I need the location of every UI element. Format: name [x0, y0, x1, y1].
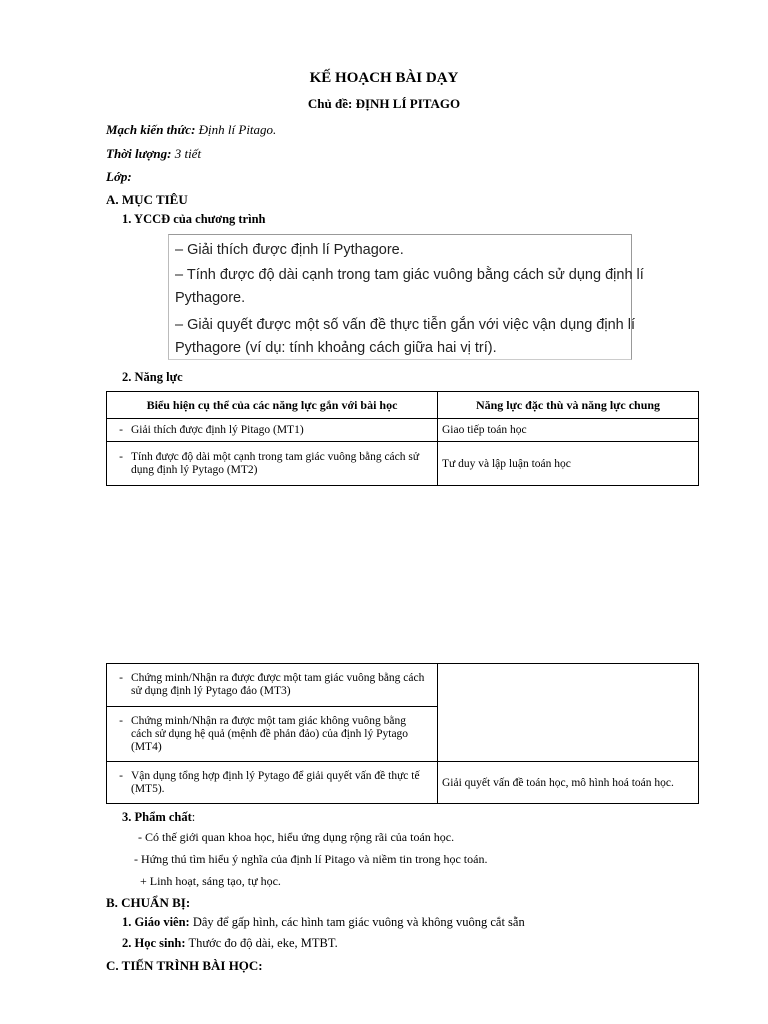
- table-cell-text: Tính được độ dài một cạnh trong tam giác vuông bằng cách sử dụng định lý Pytago (MT2): [131, 450, 420, 476]
- yccd-box: [168, 234, 644, 360]
- table-header-cell: Biểu hiện cụ thể của các năng lực gắn với bài học: [107, 392, 438, 419]
- prep-student-value: Thước đo độ dài, eke, MTBT.: [185, 936, 338, 950]
- table-cell-text: Chứng minh/Nhận ra được một tam giác không vuông bằng cách sử dụng hệ quả (mệnh đề phản đảo) của định lý Pytago (MT4): [131, 714, 409, 753]
- section-a3-label: Phẩm chất: [134, 810, 192, 824]
- section-a-heading: A. MỤC TIÊU: [106, 192, 188, 207]
- table-header-cell: Năng lực đặc thù và năng lực chung: [438, 392, 699, 419]
- bullet-dash: -: [119, 714, 123, 727]
- prep-student-label: Học sinh:: [134, 936, 186, 950]
- quality-item: - Có thế giới quan khoa học, hiểu ứng dụng rộng rãi của toán học.: [138, 830, 455, 844]
- table-header-row: [107, 392, 699, 419]
- page-subtitle: Chủ đề: ĐỊNH LÍ PITAGO: [307, 96, 461, 111]
- table-row: [107, 419, 699, 442]
- table-cell: [107, 419, 438, 442]
- quality-item: + Linh hoạt, sáng tạo, tự học.: [140, 874, 281, 888]
- table-cell-text: Chứng minh/Nhận ra được được một tam giác vuông bằng cách sử dụng định lý Pytago đảo (MT3): [131, 672, 425, 697]
- table-cell-text: Giải thích được định lý Pitago (MT1): [131, 423, 304, 436]
- yccd-line: – Giải thích được định lí Pythagore.: [175, 242, 404, 258]
- class-label: Lớp:: [106, 169, 132, 184]
- page-title: KẾ HOẠCH BÀI DẠY: [309, 70, 459, 86]
- section-a1-heading: 1. YCCĐ của chương trình: [122, 212, 266, 226]
- prep-student: [122, 936, 338, 951]
- knowledge-strand-value: Định lí Pitago.: [198, 122, 277, 137]
- bullet-dash: -: [119, 450, 123, 463]
- section-b-heading: B. CHUẨN BỊ:: [106, 895, 191, 910]
- class-line: [106, 169, 132, 185]
- table-cell: [438, 664, 699, 762]
- competency-table: [106, 391, 699, 486]
- prep-teacher-label: Giáo viên:: [134, 915, 190, 929]
- prep-teacher-number: 1.: [122, 915, 132, 929]
- quality-item: - Hứng thú tìm hiểu ý nghĩa của định lí Pitago và niềm tin trong học toán.: [134, 852, 488, 866]
- yccd-line: – Giải quyết được một số vấn đề thực tiễn gắn với việc vận dụng định lí: [175, 317, 635, 333]
- yccd-line: Pythagore (ví dụ: tính khoảng cách giữa hai vị trí).: [175, 340, 497, 356]
- table-cell: [107, 762, 438, 804]
- bullet-dash: -: [119, 423, 123, 436]
- prep-teacher: [122, 915, 525, 930]
- duration-label: Thời lượng:: [106, 146, 172, 161]
- table-cell: [107, 442, 438, 486]
- prep-student-number: 2.: [122, 936, 132, 950]
- yccd-line: – Tính được độ dài cạnh trong tam giác vuông bằng cách sử dụng định lí: [175, 267, 644, 283]
- knowledge-strand-label: Mạch kiến thức:: [106, 122, 196, 137]
- table-cell: [107, 707, 438, 762]
- section-c-heading: C. TIẾN TRÌNH BÀI HỌC:: [106, 958, 263, 973]
- table-row: [107, 762, 699, 804]
- competency-table-continued: [106, 663, 699, 804]
- duration: [106, 146, 201, 162]
- knowledge-strand: [106, 122, 276, 138]
- table-cell: [107, 664, 438, 707]
- bullet-dash: -: [119, 769, 123, 782]
- table-cell-text: Vận dụng tổng hợp định lý Pytago để giải quyết vấn đề thực tế (MT5).: [131, 769, 420, 795]
- duration-value: 3 tiết: [174, 146, 202, 161]
- prep-teacher-value: Dây để gấp hình, các hình tam giác vuông và không vuông cắt sẵn: [189, 915, 525, 929]
- section-a3-colon: :: [191, 810, 196, 824]
- section-a3-number: 3.: [122, 810, 132, 824]
- table-row: [107, 664, 699, 707]
- table-cell: Giao tiếp toán học: [438, 419, 699, 442]
- table-row: [107, 442, 699, 486]
- section-a2-heading: 2. Năng lực: [122, 370, 183, 384]
- table-cell: Giải quyết vấn đề toán học, mô hình hoá toán học.: [438, 762, 699, 804]
- yccd-line: Pythagore.: [175, 290, 246, 306]
- bullet-dash: -: [119, 672, 123, 684]
- table-cell: Tư duy và lập luận toán học: [438, 442, 699, 486]
- section-a3-heading: [122, 810, 195, 825]
